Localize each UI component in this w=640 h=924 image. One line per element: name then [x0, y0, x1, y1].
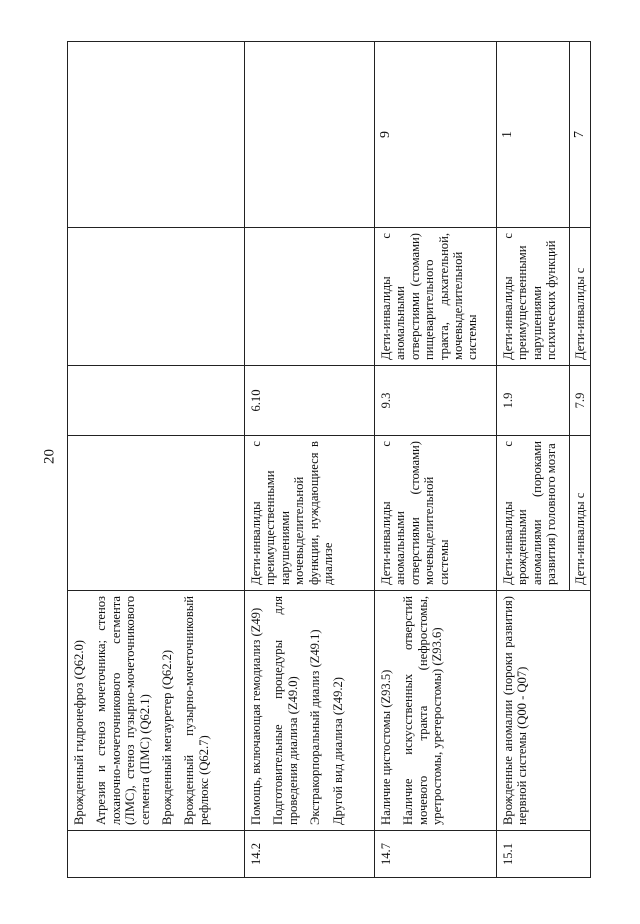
table-row — [497, 42, 591, 878]
row-category — [497, 436, 591, 591]
diagnosis-item: Экстракорпоральный диализ (Z49.1) — [308, 629, 323, 825]
category-primary: Дети-инвалиды с врожденными аномалиями (пороками развития) головного мозга — [497, 436, 570, 590]
diagnosis-item: Наличие искусственных отверстий мочевого тракта (нефростомы, уретростомы, уретеростомы) (Z93.6) — [401, 596, 445, 825]
table-row — [245, 42, 375, 878]
category-secondary: Дети-инвалиды с — [573, 492, 587, 585]
row-category: Дети-инвалиды с преимущественными нарушениями мочевыделительной функции, нуждающиеся в диализе — [245, 436, 375, 591]
row-sub-category: Дети-инвалиды с аномальными отверстиями (стомами) пищеварительного тракта, дыхательной, мочевыделительной системы — [375, 228, 497, 366]
diagnosis-item: Врожденный мегауретер (Q62.2) — [160, 649, 175, 825]
sub-category-secondary: Дети-инвалиды с — [573, 267, 587, 360]
diagnosis-item: Врожденные аномалии (пороки развития) нервной системы (Q00 - Q07) — [501, 596, 530, 825]
row-code — [68, 831, 245, 878]
diagnosis-item: Врожденный пузырно-мочеточниковый рефлюкс (Q62.7) — [182, 596, 211, 825]
row-number: 9.3 — [375, 366, 497, 436]
row-diagnoses — [245, 591, 375, 831]
row-count — [497, 42, 591, 228]
row-diagnoses — [375, 591, 497, 831]
count-primary: 1 — [497, 42, 570, 227]
row-category — [68, 436, 245, 591]
table-row — [68, 42, 245, 878]
diagnosis-item: Врожденный гидронефроз (Q62.0) — [72, 640, 86, 825]
diagnosis-item: Наличие цистостомы (Z93.5) — [379, 669, 393, 825]
number-secondary: 7.9 — [573, 392, 587, 409]
row-count: 9 — [375, 42, 497, 228]
classification-table — [67, 41, 591, 878]
row-count — [68, 42, 245, 228]
diagnosis-item: Атрезия и стеноз мочеточника; стеноз лоханочно-мочеточникового сегмента (ЛМС), стеноз пузырно-мочеточникового сегмента (ПМС) (Q62.1) — [94, 596, 152, 825]
row-code: 15.1 — [497, 831, 591, 878]
row-number: 6.10 — [245, 366, 375, 436]
row-count — [245, 42, 375, 228]
table-row — [375, 42, 497, 878]
row-diagnoses — [68, 591, 245, 831]
row-number — [68, 366, 245, 436]
page-number: 20 — [41, 449, 58, 464]
diagnosis-item: Подготовительные процедуры для проведения диализа (Z49.0) — [271, 596, 300, 825]
row-sub-category — [497, 228, 591, 366]
diagnosis-item: Другой вид диализа (Z49.2) — [330, 676, 345, 825]
row-sub-category — [68, 228, 245, 366]
count-secondary: 7 — [572, 131, 587, 138]
row-code: 14.7 — [375, 831, 497, 878]
sub-category-primary: Дети-инвалиды с преимущественными нарушениями психических функций — [497, 228, 570, 365]
row-category: Дети-инвалиды с аномальными отверстиями (стомами) мочевыделительной системы — [375, 436, 497, 591]
row-sub-category — [245, 228, 375, 366]
number-primary: 1.9 — [497, 366, 570, 435]
row-diagnoses — [497, 591, 591, 831]
rotated-table-container — [67, 42, 589, 878]
row-number — [497, 366, 591, 436]
row-code: 14.2 — [245, 831, 375, 878]
diagnosis-item: Помощь, включающая гемодиализ (Z49) — [249, 607, 263, 825]
